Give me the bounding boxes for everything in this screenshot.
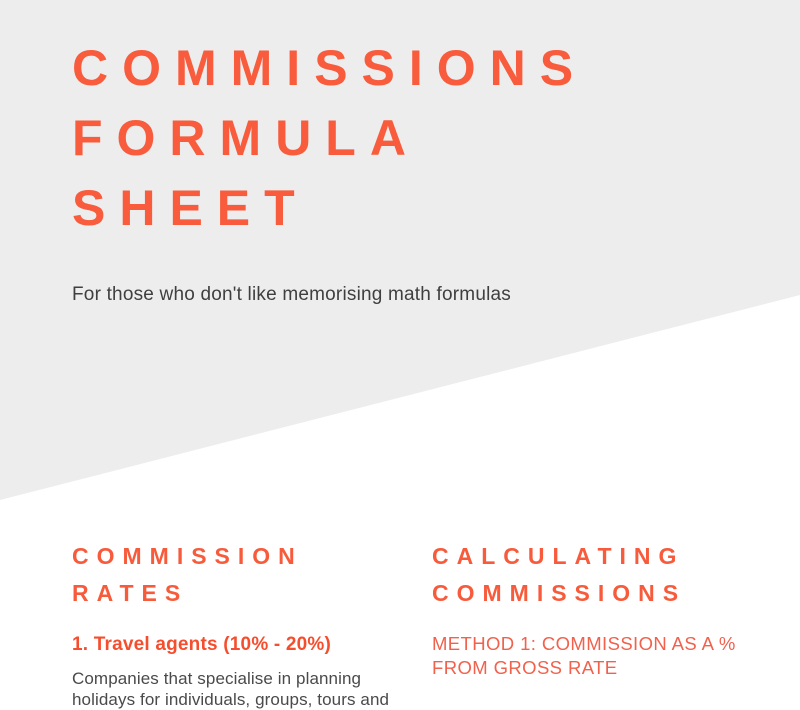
page-title: [72, 33, 587, 243]
calculating-commissions-heading-line: CALCULATING: [432, 543, 685, 569]
travel-agents-item-title: 1. Travel agents (10% - 20%): [72, 634, 332, 655]
travel-agents-body-line: Companies that specialise in planning: [72, 669, 362, 688]
calculating-commissions-column: [432, 538, 742, 680]
method-1-heading-line: FROM GROSS RATE: [432, 657, 618, 678]
commission-rates-heading-line: COMMISSION: [72, 543, 303, 569]
method-1-heading: [432, 632, 742, 680]
commission-rates-column: [72, 538, 390, 710]
page-title-line: FORMULA: [72, 110, 420, 166]
travel-agents-item-body: [72, 668, 390, 710]
method-1-heading-line: METHOD 1: COMMISSION AS A %: [432, 633, 736, 654]
page-title-line: COMMISSIONS: [72, 40, 588, 96]
travel-agents-body-line: holidays for individuals, groups, tours and: [72, 690, 390, 709]
calculating-commissions-heading-line: COMMISSIONS: [432, 580, 687, 606]
commission-rates-heading-line: RATES: [72, 580, 189, 606]
page-subtitle: For those who don't like memorising math formulas: [72, 284, 511, 305]
page-title-line: SHEET: [72, 180, 309, 236]
calculating-commissions-heading: [432, 538, 742, 612]
commission-rates-heading: [72, 538, 377, 612]
